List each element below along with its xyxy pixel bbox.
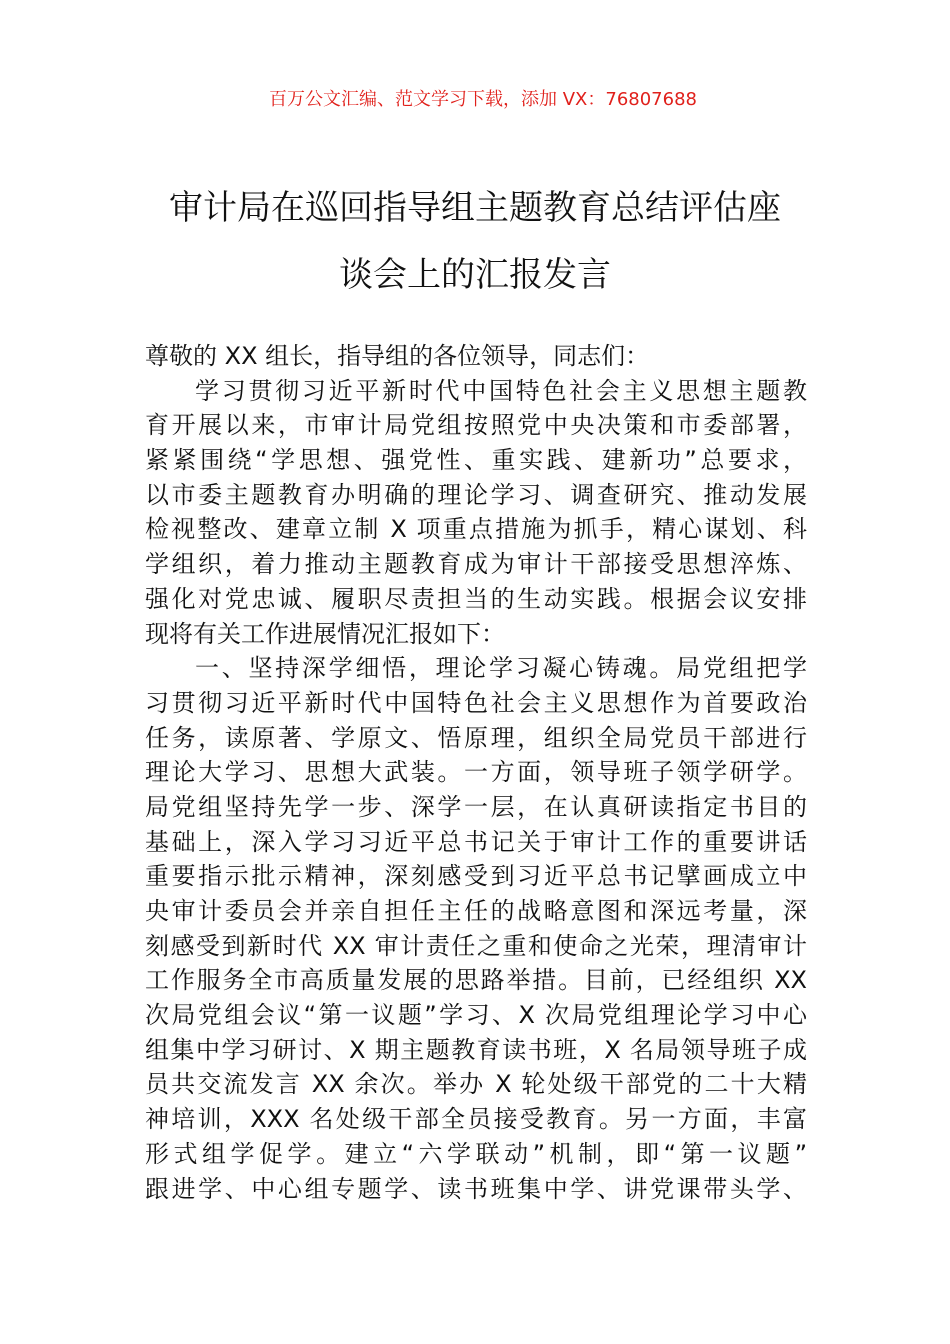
body-text-line: 强化对党忠诚、履职尽责担当的生动实践。根据会议安排 [145,584,807,613]
body-text-line: 局党组坚持先学一步、深学一层，在认真研读指定书目的 [145,792,807,821]
body-text-line: 形式组学促学。建立“六学联动”机制，即“第一议题” [145,1139,807,1168]
body-text-line: 以市委主题教育办明确的理论学习、调查研究、推动发展 [145,480,807,509]
body-text-line: 尊敬的 XX 组长，指导组的各位领导，同志们： [145,342,650,370]
watermark-text: 百万公文汇编、范文学习下载，添加 VX：76807688 [269,89,697,110]
body-text-line: 学习贯彻习近平新时代中国特色社会主义思想主题教 [195,376,807,405]
body-text-line: 学组织，着力推动主题教育成为审计干部接受思想淬炼、 [145,550,807,579]
body-text-line: 次局党组会议“第一议题”学习、X 次局党组理论学习中心 [145,1001,807,1030]
body-text-line: 刻感受到新时代 XX 审计责任之重和使命之光荣，理清审计 [145,931,807,960]
body-text-line: 育开展以来，市审计局党组按照党中央决策和市委部署， [145,411,807,440]
body-text-line: 任务，读原著、学原文、悟原理，组织全局党员干部进行 [145,723,807,752]
body-text-line: 一、坚持深学细悟，理论学习凝心铸魂。局党组把学 [195,654,807,683]
body-text-line: 理论大学习、思想大武装。一方面，领导班子领学研学。 [145,758,807,787]
body-text-line: 神培训，XXX 名处级干部全员接受教育。另一方面，丰富 [145,1105,807,1134]
body-text-line: 跟进学、中心组专题学、读书班集中学、讲党课带头学、 [145,1174,807,1203]
body-text-line: 重要指示批示精神，深刻感受到习近平总书记擘画成立中 [145,862,807,891]
document-body [145,339,807,1206]
body-text-line: 习贯彻习近平新时代中国特色社会主义思想作为首要政治 [145,688,807,717]
document-title-line-1: 审计局在巡回指导组主题教育总结评估座 [169,188,781,228]
body-text-line: 检视整改、建章立制 X 项重点措施为抓手，精心谋划、科 [145,515,807,544]
body-text-line: 基础上，深入学习习近平总书记关于审计工作的重要讲话 [145,827,807,856]
body-text-line: 员共交流发言 XX 余次。举办 X 轮处级干部党的二十大精 [145,1070,807,1099]
body-text-line: 组集中学习研讨、X 期主题教育读书班，X 名局领导班子成 [145,1035,807,1064]
body-text-line: 工作服务全市高质量发展的思路举措。目前，已经组织 XX [145,966,807,995]
body-text-line: 央审计委员会并亲自担任主任的战略意图和深远考量，深 [145,897,807,925]
body-text-line: 紧紧围绕“学思想、强党性、重实践、建新功”总要求， [145,446,807,475]
body-text-line: 现将有关工作进展情况汇报如下： [145,619,505,648]
document-title-line-2: 谈会上的汇报发言 [339,255,611,295]
